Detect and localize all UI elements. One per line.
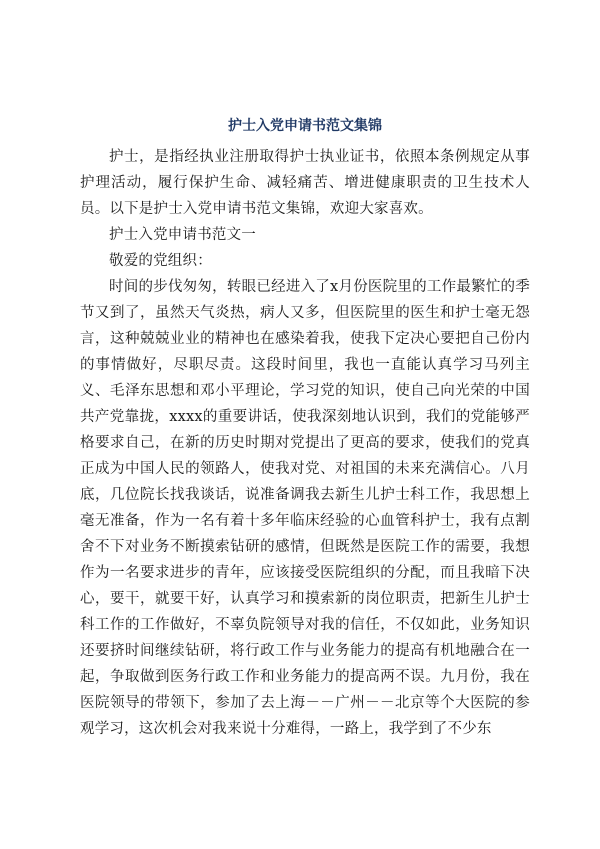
document-page (80, 116, 530, 742)
intro-paragraph: 护士，是指经执业注册取得护士执业证书，依照本条例规定从事护理活动，履行保护生命、减轻痛苦、增进健康职责的卫生技术人员。以下是护士入党申请书范文集锦，欢迎大家喜欢。 (80, 149, 530, 217)
document-title: 护士入党申请书范文集锦 (228, 118, 382, 134)
salutation: 敬爱的党组织： (109, 253, 212, 269)
section-heading: 护士入党申请书范文一 (109, 227, 256, 243)
body-paragraph: 时间的步伐匆匆，转眼已经进入了x月份医院里的工作最繁忙的季节又到了，虽然天气炎热，病人又多，但医院里的医生和护士毫无怨言，这种兢兢业业的精神也在感染着我，使我下定决心要把自己份内的事情做好，尽职尽责。这段时间里，我也一直能认真学习马列主义、毛泽东思想和邓小平理论，学习党的知识，使自己向光荣的中国共产党靠拢，xxxx的重要讲话，使我深刻地认识到，我们的党能够严格要求自己，在新的历史时期对党提出了更高的要求，使我们的党真正成为中国人民的领路人，使我对党、对祖国的未来充满信心。八月底，几位院长找我谈话，说准备调我去新生儿护士科工作，我思想上毫无准备，作为一名有着十多年临床经验的心血管科护士，我有点割舍不下对业务不断摸索钻研的感情，但既然是医院工作的需要，我想作为一名要求进步的青年，应该接受医院组织的分配，而且我暗下决心，要干，就要干好，认真学习和摸索新的岗位职责，把新生儿护士科工作的工作做好，不辜负院领导对我的信任，不仅如此，业务知识还要挤时间继续钻研，将行政工作与业务能力的提高有机地融合在一起，争取做到医务行政工作和业务能力的提高两不误。九月份，我在医院领导的带领下，参加了去上海－－广州－－北京等个大医院的参观学习，这次机会对我来说十分难得，一路上，我学到了不少东 (80, 279, 530, 737)
